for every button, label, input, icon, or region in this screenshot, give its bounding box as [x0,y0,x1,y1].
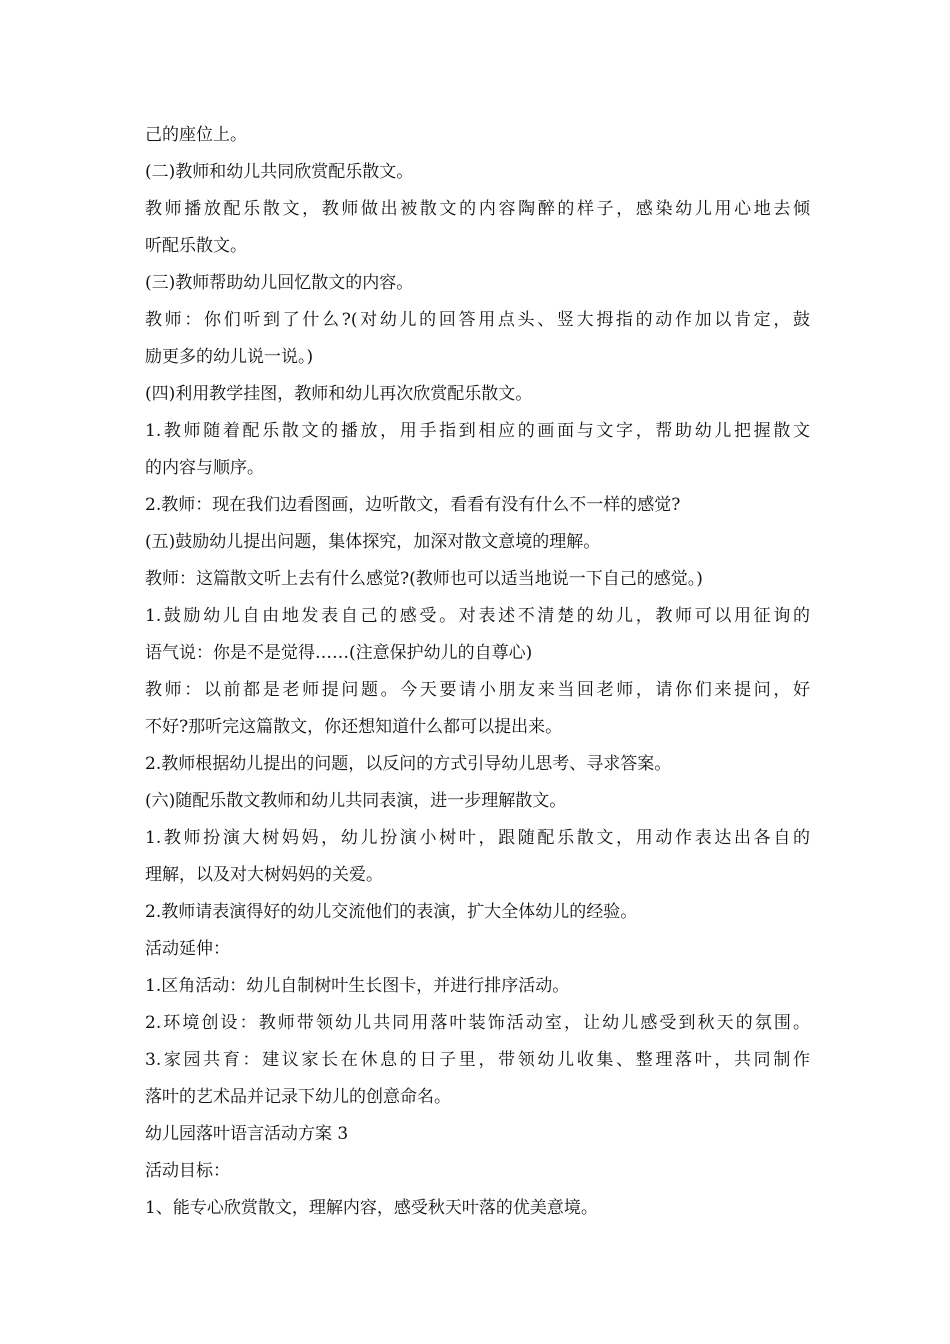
text-line: 语气说：你是不是觉得……(注意保护幼儿的自尊心) [145,643,533,663]
text-line: 不好?那听完这篇散文，你还想知道什么都可以提出来。 [145,717,563,737]
text-line: 幼儿园落叶语言活动方案 3 [145,1124,349,1144]
text-line: 落叶的艺术品并记录下幼儿的创意命名。 [145,1087,451,1107]
text-line: (六)随配乐散文教师和幼儿共同表演，进一步理解散文。 [145,791,567,811]
text-line: 己的座位上。 [145,125,247,145]
text-line: 1、能专心欣赏散文，理解内容，感受秋天叶落的优美意境。 [145,1198,598,1218]
text-line: 2.教师请表演得好的幼儿交流他们的表演，扩大全体幼儿的经验。 [145,902,638,922]
text-line: 活动延伸： [145,939,230,959]
text-line: 1.教师扮演大树妈妈，幼儿扮演小树叶，跟随配乐散文，用动作表达出各自的 [145,828,810,848]
text-line: 听配乐散文。 [145,236,247,256]
text-line: 教师：以前都是老师提问题。今天要请小朋友来当回老师，请你们来提问，好 [145,680,810,700]
text-line: 教师：这篇散文听上去有什么感觉?(教师也可以适当地说一下自己的感觉。) [145,569,703,589]
text-line: 活动目标： [145,1161,230,1181]
text-line: 1.鼓励幼儿自由地发表自己的感受。对表述不清楚的幼儿，教师可以用征询的 [145,606,810,626]
text-line: 的内容与顺序。 [145,458,264,478]
text-line: 3.家园共育：建议家长在休息的日子里，带领幼儿收集、整理落叶，共同制作 [145,1050,810,1070]
text-line: (三)教师帮助幼儿回忆散文的内容。 [145,273,414,293]
text-line: 2.环境创设：教师带领幼儿共同用落叶装饰活动室，让幼儿感受到秋天的氛围。 [145,1013,810,1033]
text-line: 1.教师随着配乐散文的播放，用手指到相应的画面与文字，帮助幼儿把握散文 [145,421,810,441]
text-line: 1.区角活动：幼儿自制树叶生长图卡，并进行排序活动。 [145,976,570,996]
text-line: (二)教师和幼儿共同欣赏配乐散文。 [145,162,414,182]
text-line: 理解，以及对大树妈妈的关爱。 [145,865,383,885]
document-body [145,117,810,1227]
text-line: (四)利用教学挂图，教师和幼儿再次欣赏配乐散文。 [145,384,533,404]
text-line: 教师播放配乐散文，教师做出被散文的内容陶醉的样子，感染幼儿用心地去倾 [145,199,810,219]
text-line: 励更多的幼儿说一说。) [145,347,314,367]
text-line: 教师：你们听到了什么?(对幼儿的回答用点头、竖大拇指的动作加以肯定，鼓 [145,310,810,330]
text-line: 2.教师：现在我们边看图画，边听散文，看看有没有什么不一样的感觉? [145,495,681,515]
text-line: (五)鼓励幼儿提出问题，集体探究，加深对散文意境的理解。 [145,532,601,552]
text-line: 2.教师根据幼儿提出的问题，以反问的方式引导幼儿思考、寻求答案。 [145,754,672,774]
